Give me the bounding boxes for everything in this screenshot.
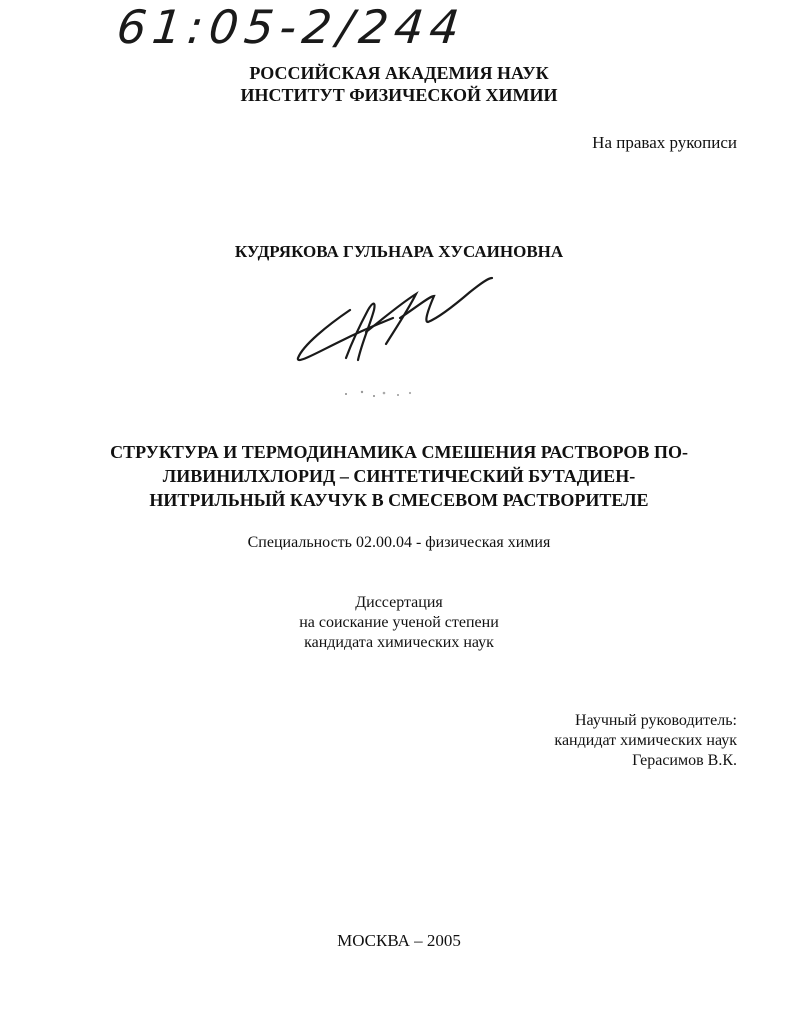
city-year: МОСКВА – 2005 [337, 931, 461, 950]
supervisor-line-1: Научный руководитель: [574, 712, 737, 729]
organization-block [0, 62, 798, 106]
supervisor-line-2: кандидат химических наук [554, 732, 737, 749]
scan-noise-marks [340, 384, 430, 404]
dissertation-title [0, 440, 798, 512]
rights-note: На правах рукописи [592, 133, 737, 152]
title-line-3: НИТРИЛЬНЫЙ КАУЧУК В СМЕСЕВОМ РАСТВОРИТЕЛЕ [149, 490, 649, 510]
supervisor-line-3: Герасимов В.К. [632, 752, 737, 769]
supervisor-block [554, 711, 737, 771]
title-line-1: СТРУКТУРА И ТЕРМОДИНАМИКА СМЕШЕНИЯ РАСТВОРОВ ПО- [110, 442, 688, 462]
handwritten-archive-number: 61:05-2/244 [114, 0, 468, 54]
organization-line-1: РОССИЙСКАЯ АКАДЕМИЯ НАУК [249, 63, 549, 83]
specialty: Специальность 02.00.04 - физическая химия [247, 534, 551, 551]
dissertation-line-3: кандидата химических наук [304, 634, 494, 651]
author-name: КУДРЯКОВА ГУЛЬНАРА ХУСАИНОВНА [234, 242, 564, 261]
dissertation-line-2: на соискание ученой степени [299, 614, 499, 631]
title-line-2: ЛИВИНИЛХЛОРИД – СИНТЕТИЧЕСКИЙ БУТАДИЕН- [162, 466, 636, 486]
organization-line-2: ИНСТИТУТ ФИЗИЧЕСКОЙ ХИМИИ [240, 85, 558, 105]
dissertation-line-1: Диссертация [355, 594, 443, 611]
dissertation-degree-block [0, 593, 798, 653]
author-signature [288, 270, 503, 370]
